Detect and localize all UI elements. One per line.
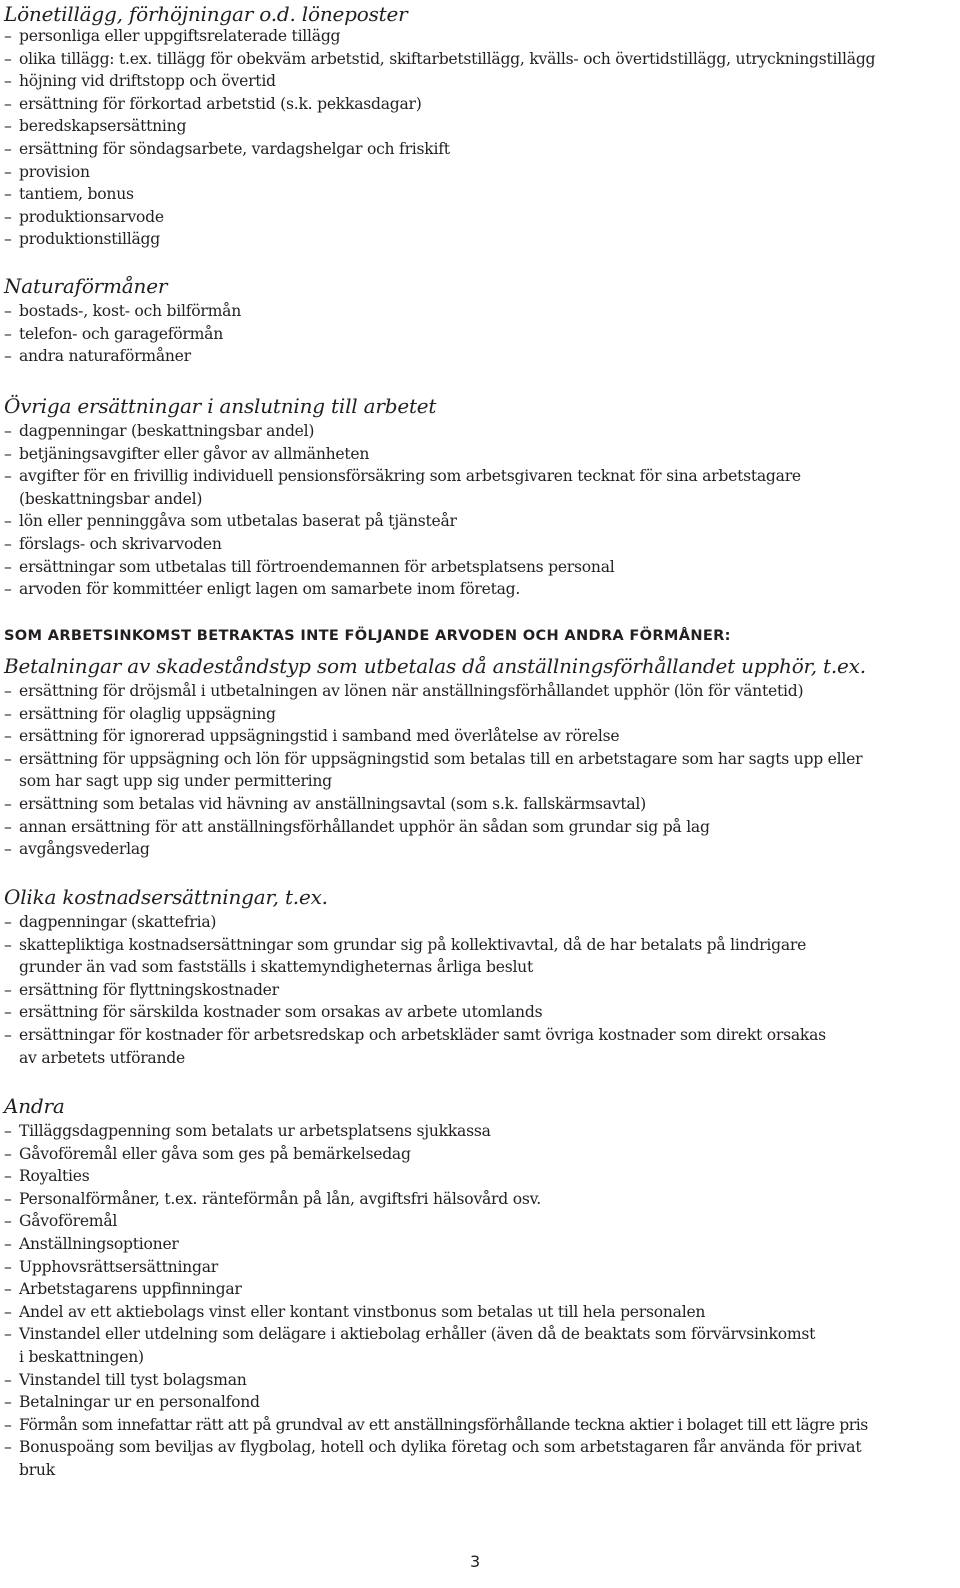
list-item: – provision [4, 162, 90, 181]
list-item: – produktionstillägg [4, 230, 160, 249]
list-item: – Vinstandel till tyst bolagsman [4, 1370, 247, 1389]
list-item: – ersättning för olaglig uppsägning [4, 704, 276, 723]
list-kostnadsersattningar [4, 911, 826, 1069]
list-item-continuation: grunder än vad som fastställs i skattemyndigheternas årliga beslut [19, 958, 533, 977]
list-item: – ersättning för ignorerad uppsägningstid i samband med överlåtelse av rörelse [4, 727, 620, 746]
list-item-continuation: bruk [19, 1460, 55, 1479]
section-heading: Naturaförmåner [4, 274, 168, 298]
list-item: – lön eller penninggåva som utbetalas baserat på tjänsteår [4, 512, 457, 531]
list-item: – Royalties [4, 1167, 90, 1186]
list-item: – ersättning för söndagsarbete, vardagshelgar och friskift [4, 139, 450, 158]
list-item: – skattepliktiga kostnadsersättningar som grundar sig på kollektivavtal, då de har betalats på lindrigare [4, 935, 807, 954]
list-item: – arvoden för kommittéer enligt lagen om samarbete inom företag. [4, 580, 521, 599]
list-item: – avgifter för en frivillig individuell pensionsförsäkring som arbetsgivaren tecknat för sina arbetstagare [4, 467, 801, 486]
list-item: – ersättning för flyttningskostnader [4, 980, 279, 999]
section-andra [4, 1095, 65, 1117]
list-item-continuation: av arbetets utförande [19, 1048, 185, 1067]
list-ovriga-ersattningar [4, 420, 801, 601]
list-loneposter [4, 25, 875, 251]
section-kostnadsersattningar [4, 886, 328, 908]
caps-heading: SOM ARBETSINKOMST BETRAKTAS INTE FÖLJANDE ARVODEN OCH ANDRA FÖRMÅNER: [4, 627, 731, 644]
list-item: – Arbetstagarens uppfinningar [4, 1280, 242, 1299]
section-heading: Betalningar av skadeståndstyp som utbetalas då anställningsförhållandet upphör, t.ex. [4, 654, 866, 678]
list-item: – personliga eller uppgiftsrelaterade tillägg [4, 27, 341, 45]
list-item: – dagpenningar (beskattningsbar andel) [4, 422, 315, 440]
list-item: – Personalförmåner, t.ex. ränteförmån på lån, avgiftsfri hälsovård osv. [4, 1189, 541, 1208]
list-item: – ersättningar som utbetalas till förtroendemannen för arbetsplatsens personal [4, 557, 615, 576]
list-item: – dagpenningar (skattefria) [4, 913, 217, 931]
section-loneposter [4, 3, 408, 25]
list-item: – Bonuspoäng som beviljas av flygbolag, hotell och dylika företag och som arbetstagaren får använda för privat [4, 1438, 862, 1457]
list-item: – Vinstandel eller utdelning som delägare i aktiebolag erhåller (även då de beaktats som förvärvsinkomst [4, 1325, 816, 1344]
page-number: 3 [470, 1552, 481, 1571]
list-item-continuation: som har sagt upp sig under permittering [19, 772, 332, 791]
list-item: – Gåvoföremål [4, 1212, 118, 1231]
section-heading: Olika kostnadsersättningar, t.ex. [4, 885, 328, 909]
list-item: – betjäningsavgifter eller gåvor av allmänheten [4, 444, 370, 463]
list-item: – Betalningar ur en personalfond [4, 1393, 260, 1412]
caps-heading-block [4, 626, 731, 646]
list-item: – Andel av ett aktiebolags vinst eller kontant vinstbonus som betalas ut till hela personalen [4, 1302, 706, 1321]
list-item: – produktionsarvode [4, 207, 164, 226]
list-item: – beredskapsersättning [4, 117, 187, 136]
list-item-continuation: i beskattningen) [19, 1347, 144, 1366]
list-item: – ersättning för förkortad arbetstid (s.k. pekkasdagar) [4, 94, 422, 113]
list-item: – Upphovsrättsersättningar [4, 1257, 218, 1276]
list-item: – Tilläggsdagpenning som betalats ur arbetsplatsens sjukkassa [4, 1122, 491, 1140]
section-heading: Andra [4, 1094, 65, 1118]
list-item-continuation: (beskattningsbar andel) [19, 489, 203, 508]
list-andra [4, 1120, 868, 1482]
list-item: – ersättning för dröjsmål i utbetalningen av lönen när anställningsförhållandet upphör (lön för väntetid) [4, 682, 804, 700]
list-item: – höjning vid driftstopp och övertid [4, 72, 276, 91]
list-item: – Gåvoföremål eller gåva som ges på bemärkelsedag [4, 1144, 411, 1163]
section-naturaformaner [4, 275, 167, 297]
section-ovriga-ersattningar [4, 395, 436, 417]
section-skadestand [4, 655, 866, 677]
list-item: – olika tillägg: t.ex. tillägg för obekväm arbetstid, skiftarbetstillägg, kvälls- och övertidstillägg, utryckningstillägg [4, 49, 876, 68]
list-item: – ersättningar för kostnader för arbetsredskap och arbetskläder samt övriga kostnader som direkt orsakas [4, 1025, 826, 1044]
list-item: – tantiem, bonus [4, 185, 134, 204]
list-item: – andra naturaförmåner [4, 347, 191, 366]
list-item: – ersättning för uppsägning och lön för uppsägningstid som betalas till en arbetstagare som har sagts upp eller [4, 749, 863, 768]
list-item: – bostads-, kost- och bilförmån [4, 302, 242, 320]
list-item: – ersättning som betalas vid hävning av anställningsavtal (som s.k. fallskärmsavtal) [4, 794, 647, 813]
list-item: – annan ersättning för att anställningsförhållandet upphör än sådan som grundar sig på lag [4, 817, 710, 836]
list-item: – ersättning för särskilda kostnader som orsakas av arbete utomlands [4, 1003, 543, 1022]
section-heading: Lönetillägg, förhöjningar o.d. löneposter [4, 2, 408, 26]
list-skadestand [4, 680, 862, 861]
list-naturaformaner [4, 300, 241, 368]
list-item: – Förmån som innefattar rätt att på grundval av ett anställningsförhållande teckna aktier i bolaget till ett lägre pris [4, 1415, 868, 1434]
list-item: – förslags- och skrivarvoden [4, 534, 222, 553]
list-item: – avgångsvederlag [4, 840, 150, 859]
list-item: – Anställningsoptioner [4, 1234, 179, 1253]
section-heading: Övriga ersättningar i anslutning till arbetet [4, 394, 437, 418]
list-item: – telefon- och garageförmån [4, 324, 223, 343]
